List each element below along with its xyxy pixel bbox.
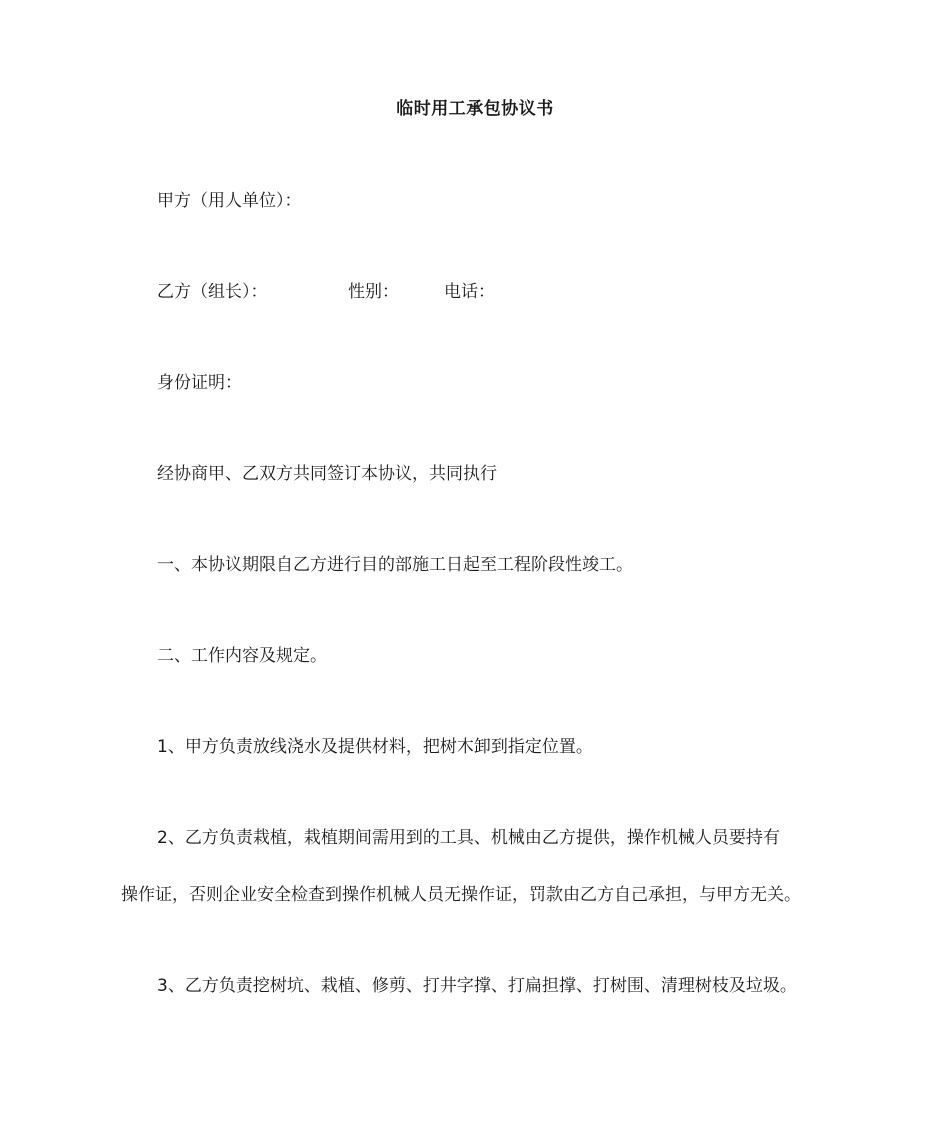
phone-label: 电话： xyxy=(444,282,495,302)
document-title: 临时用工承包协议书 xyxy=(396,99,554,119)
gender-label: 性别： xyxy=(348,282,399,302)
item-1: 1、甲方负责放线浇水及提供材料，把树木卸到指定位置。 xyxy=(157,737,593,757)
intro-paragraph: 经协商甲、乙双方共同签订本协议，共同执行 xyxy=(157,464,497,484)
clause-2: 二、工作内容及规定。 xyxy=(157,646,327,666)
item-2-line-2: 操作证，否则企业安全检查到操作机械人员无操作证，罚款由乙方自己承担，与甲方无关。 xyxy=(121,885,801,905)
item-2-line-1: 2、乙方负责栽植，栽植期间需用到的工具、机械由乙方提供，操作机械人员要持有 xyxy=(157,828,780,848)
party-b-label: 乙方（组长）： xyxy=(157,282,268,302)
clause-1: 一、本协议期限自乙方进行目的部施工日起至工程阶段性竣工。 xyxy=(157,555,633,575)
party-a-label: 甲方（用人单位）： xyxy=(157,191,302,211)
id-label: 身份证明： xyxy=(157,373,242,393)
item-3: 3、乙方负责挖树坑、栽植、修剪、打井字撑、打扁担撑、打树围、清理树枝及垃圾。 xyxy=(157,976,797,996)
